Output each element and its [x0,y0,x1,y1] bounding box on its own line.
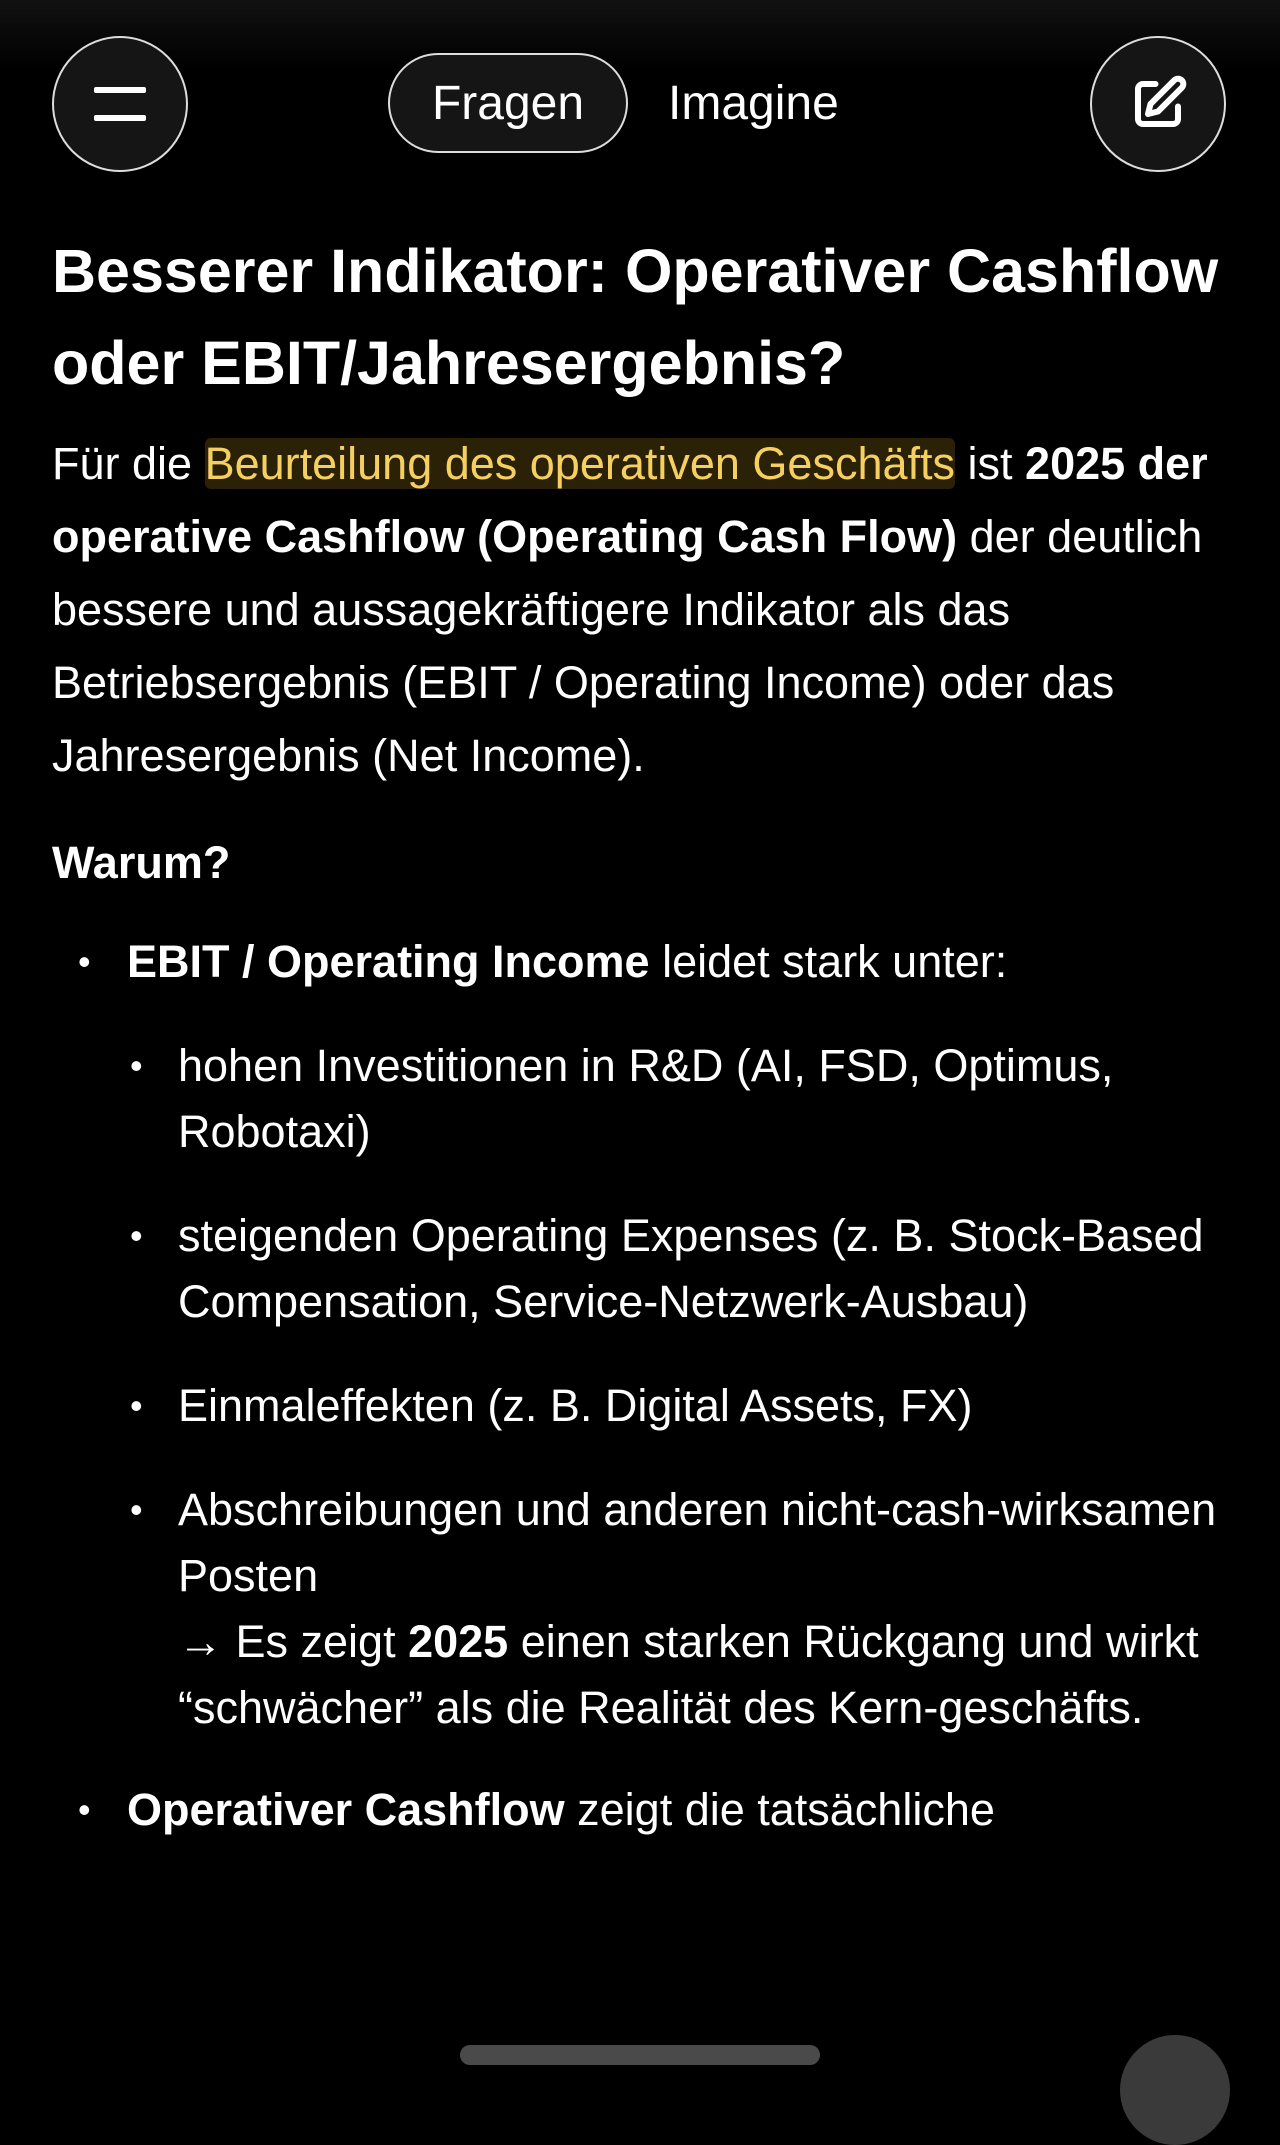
sub-list-item [52,1477,1232,1741]
scroll-down-button[interactable] [1120,2035,1230,2145]
section-heading: Warum? [52,837,231,888]
text: Einmaleffekten (z. B. Digital Assets, FX) [178,1380,973,1431]
text: hohen Investitionen in R&D (AI, FSD, Optimus, Robotaxi) [178,1040,1114,1157]
bullet-icon: • [130,1385,143,1426]
text: Abschreibungen und anderen nicht-cash-wirksamen Posten [178,1484,1217,1601]
bullet-list [52,929,1232,1843]
list-item [52,929,1232,1741]
tab-label: Imagine [668,77,839,130]
text: steigenden Operating Expenses (z. B. Stock-Based Compensation, Service-Netzwerk-Ausbau) [178,1210,1204,1327]
bullet-icon: • [130,1215,143,1256]
bold-text: EBIT / Operating Income [127,936,650,987]
input-bar[interactable] [460,2045,820,2065]
sub-list-item [52,1033,1232,1165]
sub-list-item [52,1203,1232,1335]
text: ist [955,438,1026,489]
tab-fragen[interactable] [388,53,628,153]
bullet-icon: • [130,1489,143,1530]
bullet-icon: • [78,1789,91,1830]
text: der deutlich bessere und aussagekräftigere Indikator als das Betriebsergebnis (EBIT / Operating Income) oder das Jahresergebnis (Net Income). [52,511,1203,781]
tab-label: Fragen [431,76,585,130]
menu-button[interactable] [52,36,188,172]
tab-imagine[interactable] [668,76,839,131]
bullet-icon: • [78,941,91,982]
list-item [52,1777,1232,1843]
text: → Es zeigt [178,1616,409,1667]
sub-list-item [52,1373,1232,1439]
edit-icon [1128,74,1188,134]
text: Für die [52,438,205,489]
hamburger-icon [94,80,146,128]
text: zeigt die tatsächliche [564,1784,995,1835]
bold-text: 2025 [408,1616,509,1667]
highlighted-text[interactable]: Beurteilung des operativen Geschäfts [204,438,956,489]
top-fade [0,0,1280,70]
text: leidet stark unter: [649,936,1008,987]
bold-text: 2025 der operative Cashflow (Operating Cash Flow) [52,438,1208,562]
response-title: Besserer Indikator: Operativer Cashflow oder EBIT/Jahresergebnis? [52,237,1219,397]
chat-response [52,225,1232,1843]
text: einen starken Rückgang und wirkt “schwächer” als die Realität des Kern-geschäfts. [178,1616,1199,1733]
bullet-icon: • [130,1045,143,1086]
new-chat-button[interactable] [1090,36,1226,172]
intro-paragraph [52,427,1232,792]
bold-text: Operativer Cashflow [127,1784,565,1835]
sub-list [127,1033,1232,1741]
